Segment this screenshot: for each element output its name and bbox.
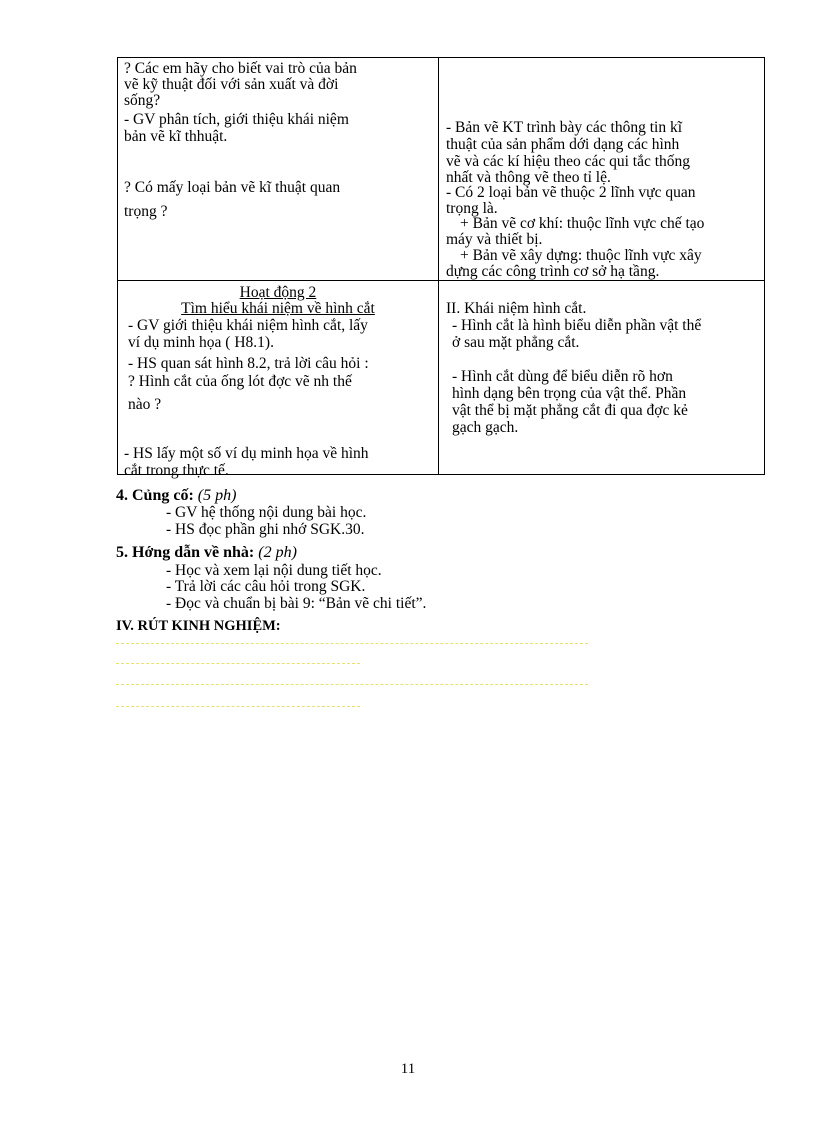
r1-right-line-3: vẽ và các kí hiệu theo các qui tắc thống	[446, 153, 691, 170]
r1-right-line-5: - Có 2 loại bản vẽ thuộc 2 lĩnh vực quan	[446, 184, 696, 201]
section-4-item-1: - GV hệ thống nội dung bài học.	[166, 504, 367, 521]
section-5-time: (2 ph)	[254, 544, 297, 561]
blank-line-3	[116, 684, 588, 685]
section-5-item-1: - Học và xem lại nội dung tiết học.	[166, 562, 382, 579]
section-5-title: 5. Hớng dẫn về nhà:	[116, 544, 255, 561]
section-4-title: 4. Củng cố:	[116, 487, 194, 504]
r1-right-line-9: + Bản vẽ xây dựng: thuộc lĩnh vực xây	[460, 247, 702, 264]
r2-right-line-3: ở sau mặt phẳng cắt.	[452, 334, 580, 351]
r1-left-line-5: bản vẽ kĩ thhuật.	[124, 128, 228, 145]
section-5-item-3: - Đọc và chuẩn bị bài 9: “Bản vẽ chi tiết”.	[166, 595, 427, 612]
r2-right-line-1: II. Khái niệm hình cắt.	[446, 300, 587, 317]
column-divider	[438, 58, 439, 474]
activity-title: Hoạt động 2	[239, 284, 317, 301]
r2-right-line-4: - Hình cắt dùng để biểu diễn rõ hơn	[452, 368, 673, 385]
r1-right-line-10: dựng các công trình cơ sở hạ tầng.	[446, 263, 660, 280]
section-5-item-2: - Trả lời các câu hỏi trong SGK.	[166, 578, 366, 595]
r1-right-line-8: máy và thiết bị.	[446, 231, 543, 248]
activity-subtitle: Tìm hiểu khái niệm về hình cắt	[181, 300, 375, 317]
r1-right-line-4: nhất và thông vẽ theo tỉ lệ.	[446, 169, 611, 186]
r2-left-line-9: cắt trong thực tế.	[124, 462, 229, 479]
r1-right-line-1: - Bản vẽ KT trình bày các thông tin kĩ	[446, 119, 683, 136]
section-4-heading	[116, 487, 236, 505]
r1-left-line-7: trọng ?	[124, 203, 168, 220]
blank-line-2	[116, 663, 360, 664]
blank-line-1	[116, 643, 588, 644]
r2-right-line-7: gạch gạch.	[452, 419, 519, 436]
section-4-time: (5 ph)	[193, 487, 237, 504]
r2-right-line-5: hình dạng bên trọng của vật thể. Phần	[452, 385, 687, 402]
r2-left-line-6: ? Hình cắt của ống lót đợc vẽ nh thế	[128, 373, 352, 390]
r2-left-line-4: ví dụ minh họa ( H8.1).	[128, 334, 274, 351]
r1-right-line-7: + Bản vẽ cơ khí: thuộc lĩnh vực chế tạo	[460, 215, 705, 232]
r1-left-line-3: sống?	[124, 92, 161, 109]
lesson-table	[117, 57, 765, 479]
r2-right-line-6: vật thể bị mặt phẳng cắt đi qua đợc kẻ	[452, 402, 688, 419]
r1-right-line-2: thuật của sản phẩm dới dạng các hình	[446, 136, 680, 153]
row-divider	[118, 280, 764, 281]
r1-left-line-4: - GV phân tích, giới thiệu khái niệm	[124, 111, 349, 128]
r1-left-line-6: ? Có mấy loại bản vẽ kĩ thuật quan	[124, 179, 341, 196]
r1-left-line-2: vẽ kỹ thuật đối với sản xuất và đời	[124, 76, 339, 93]
r2-left-line-7: nào ?	[128, 396, 162, 413]
section-5-heading	[116, 544, 297, 562]
blank-line-4	[116, 706, 360, 707]
r2-left-line-3: - GV giới thiệu khái niệm hình cắt, lấy	[128, 317, 368, 334]
r2-right-line-2: - Hình cắt là hình biểu diễn phần vật thể	[452, 317, 702, 334]
r1-left-line-1: ? Các em hãy cho biết vai trò của bản	[124, 60, 357, 77]
r2-left-line-5: - HS quan sát hình 8.2, trả lời câu hỏi :	[128, 355, 369, 372]
section-4-item-2: - HS đọc phần ghi nhớ SGK.30.	[166, 521, 365, 538]
r2-left-line-8: - HS lấy một số ví dụ minh họa về hình	[124, 445, 369, 462]
page-number: 11	[400, 1061, 416, 1077]
r1-right-line-6: trọng là.	[446, 200, 498, 217]
section-iv-heading: IV. RÚT KINH NGHIỆM:	[116, 618, 281, 634]
